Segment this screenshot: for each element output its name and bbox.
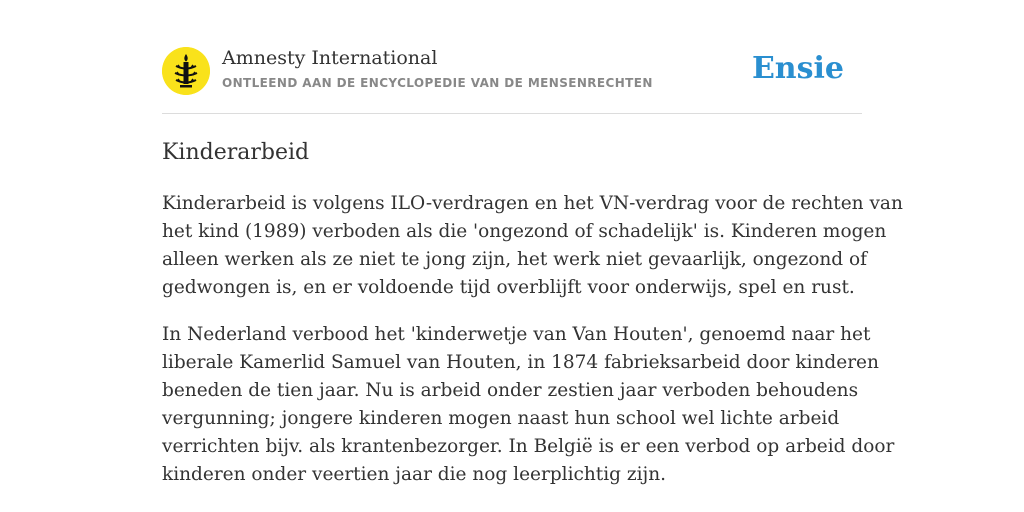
paragraph-line: beneden de tien jaar. Nu is arbeid onder zestien jaar verboden behoudens (162, 380, 859, 401)
page (162, 0, 903, 512)
paragraph-line: verrichten bijv. als krantenbezorger. In België is er een verbod op arbeid door (162, 436, 895, 457)
ensie-logo-link[interactable]: Ensie (751, 51, 844, 86)
paragraph-line: kinderen onder veertien jaar die nog leerplichtig zijn. (162, 464, 667, 485)
paragraph-line: Kinderarbeid is volgens ILO-verdragen en het VN-verdrag voor de rechten van (162, 193, 903, 214)
article-paragraph-2 (162, 321, 895, 489)
amnesty-candle-logo[interactable] (162, 47, 210, 95)
organization-name[interactable]: Amnesty International (222, 47, 438, 69)
article-paragraph-1 (162, 190, 903, 302)
header (162, 45, 862, 97)
paragraph-line: het kind (1989) verboden als die 'ongezond of schadelijk' is. Kinderen mogen (162, 221, 887, 242)
paragraph-line: gedwongen is, en er voldoende tijd overblijft voor onderwijs, spel en rust. (162, 277, 855, 298)
article-title: Kinderarbeid (162, 140, 310, 165)
paragraph-line: liberale Kamerlid Samuel van Houten, in 1874 fabrieksarbeid door kinderen (162, 352, 879, 373)
paragraph-line: alleen werken als ze niet te jong zijn, het werk niet gevaarlijk, ongezond of (162, 249, 868, 270)
paragraph-line: In Nederland verbood het 'kinderwetje van Van Houten', genoemd naar het (162, 324, 871, 345)
paragraph-line: vergunning; jongere kinderen mogen naast hun school wel lichte arbeid (162, 408, 840, 429)
header-divider (162, 113, 862, 114)
source-subtitle: ONTLEEND AAN DE ENCYCLOPEDIE VAN DE MENSENRECHTEN (222, 76, 653, 90)
candle-barbed-wire-icon (162, 47, 210, 95)
